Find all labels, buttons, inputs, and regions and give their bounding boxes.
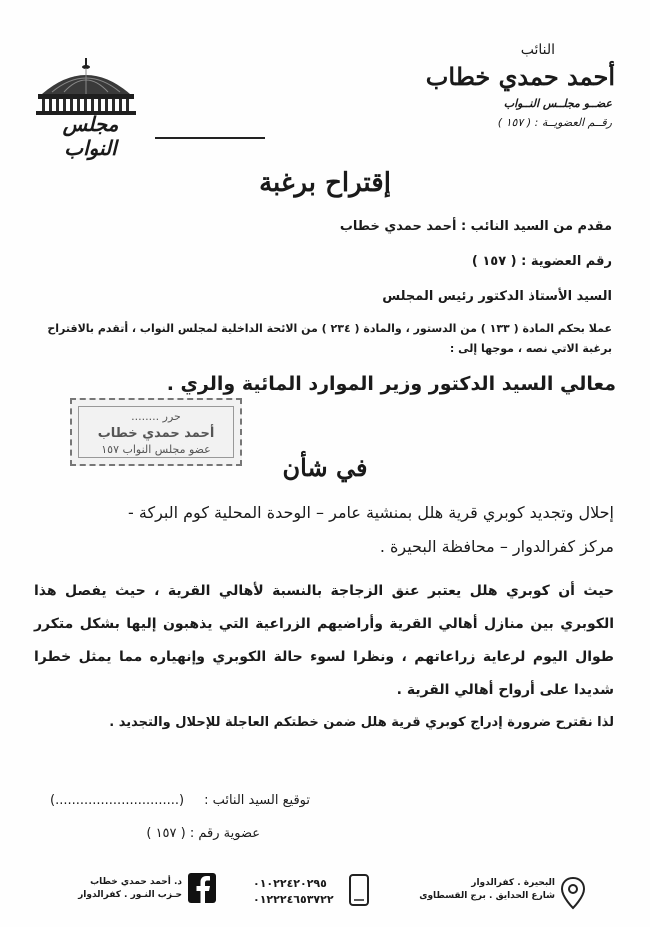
stamp-line-1: حرر ........ bbox=[131, 410, 181, 423]
signature-membership: عضوية رقم : ( ١٥٧ ) bbox=[146, 826, 260, 841]
footer-phone-1: ٠١٠٢٢٤٢٠٢٩٥ bbox=[253, 877, 327, 890]
footer-fb-name: د. أحمد حمدي خطاب bbox=[90, 877, 182, 887]
mp-membership-number: رقــم العضويــة : ( ١٥٧ ) bbox=[497, 116, 612, 129]
footer-facebook bbox=[62, 877, 182, 900]
speaker-salutation: السيد الأستاذ الدكتور رئيس المجلس bbox=[382, 289, 612, 304]
footer-address-line-1: البحيرة . كفرالدوار bbox=[471, 878, 555, 888]
signature-blank: (..............................) bbox=[50, 793, 185, 808]
subject-line-1: إحلال وتجديد كوبري قرية هلل بمنشية عامر – الوحدة المحلية كوم البركة - bbox=[128, 503, 614, 522]
mobile-phone-icon bbox=[348, 873, 370, 907]
submitted-by-line: مقدم من السيد النائب : أحمد حمدي خطاب bbox=[339, 219, 612, 234]
facebook-icon bbox=[188, 873, 216, 903]
subject-line-2: مركز كفرالدوار – محافظة البحيرة . bbox=[379, 537, 614, 556]
location-pin-icon bbox=[560, 876, 586, 910]
mp-label: النائب bbox=[520, 42, 555, 58]
mp-name: أحمد حمدي خطاب bbox=[425, 62, 615, 91]
addressee-line: معالي السيد الدكتور وزير الموارد المائية والري . bbox=[166, 373, 616, 395]
closing-line: لذا نقترح ضرورة إدراج كوبري قرية هلل ضمن خطتكم العاجلة للإحلال والتجديد . bbox=[109, 715, 614, 730]
footer-fb-party: حـزب النـور . كفرالدوار bbox=[78, 890, 182, 900]
footer-address bbox=[395, 878, 555, 901]
parliament-logo-text: مجلس النواب bbox=[62, 112, 119, 160]
footer-phone-2: ٠١٢٢٢٤٦٥٣٧٢٢ bbox=[253, 893, 334, 906]
header-divider bbox=[155, 137, 265, 139]
stamp-line-3: عضو مجلس النواب ١٥٧ bbox=[101, 443, 211, 456]
signature-label: توقيع السيد النائب : bbox=[204, 793, 310, 808]
stamp-line-2: أحمد حمدي خطاب bbox=[97, 426, 215, 441]
membership-number-line: رقم العضوية : ( ١٥٧ ) bbox=[471, 254, 612, 269]
subject-heading: في شأن bbox=[282, 453, 368, 482]
document-title: إقتراح برغبة bbox=[259, 168, 391, 198]
mp-member-title: عضــو مجلــس النــواب bbox=[503, 97, 612, 110]
footer-address-line-2: شارع الحدايق . برج القسطاوى bbox=[419, 891, 555, 901]
footer-phones bbox=[253, 877, 334, 906]
legal-basis-paragraph: عملا بحكم المادة ( ١٣٣ ) من الدستور ، والمادة ( ٢٣٤ ) من الائحة الداخلية لمجلس النواب ، أتقدم بالاقتراح برغبة الاتي نصه ، موجها إلى : bbox=[47, 322, 612, 355]
body-paragraph: حيث أن كوبري هلل يعتبر عنق الزجاجة بالنسبة لأهالي القرية ، حيث يفصل هذا الكوبري بين منازل أهالي القرية وأراضيهم الزراعية التي يذهبون إليها بشكل متكرر طوال اليوم لرعاية زراعاتهم ، ونظرا لسوء حالة الكوبري وإنهياره مما يمثل خطرا شديدا على أرواح أهالي القرية . bbox=[34, 583, 614, 698]
